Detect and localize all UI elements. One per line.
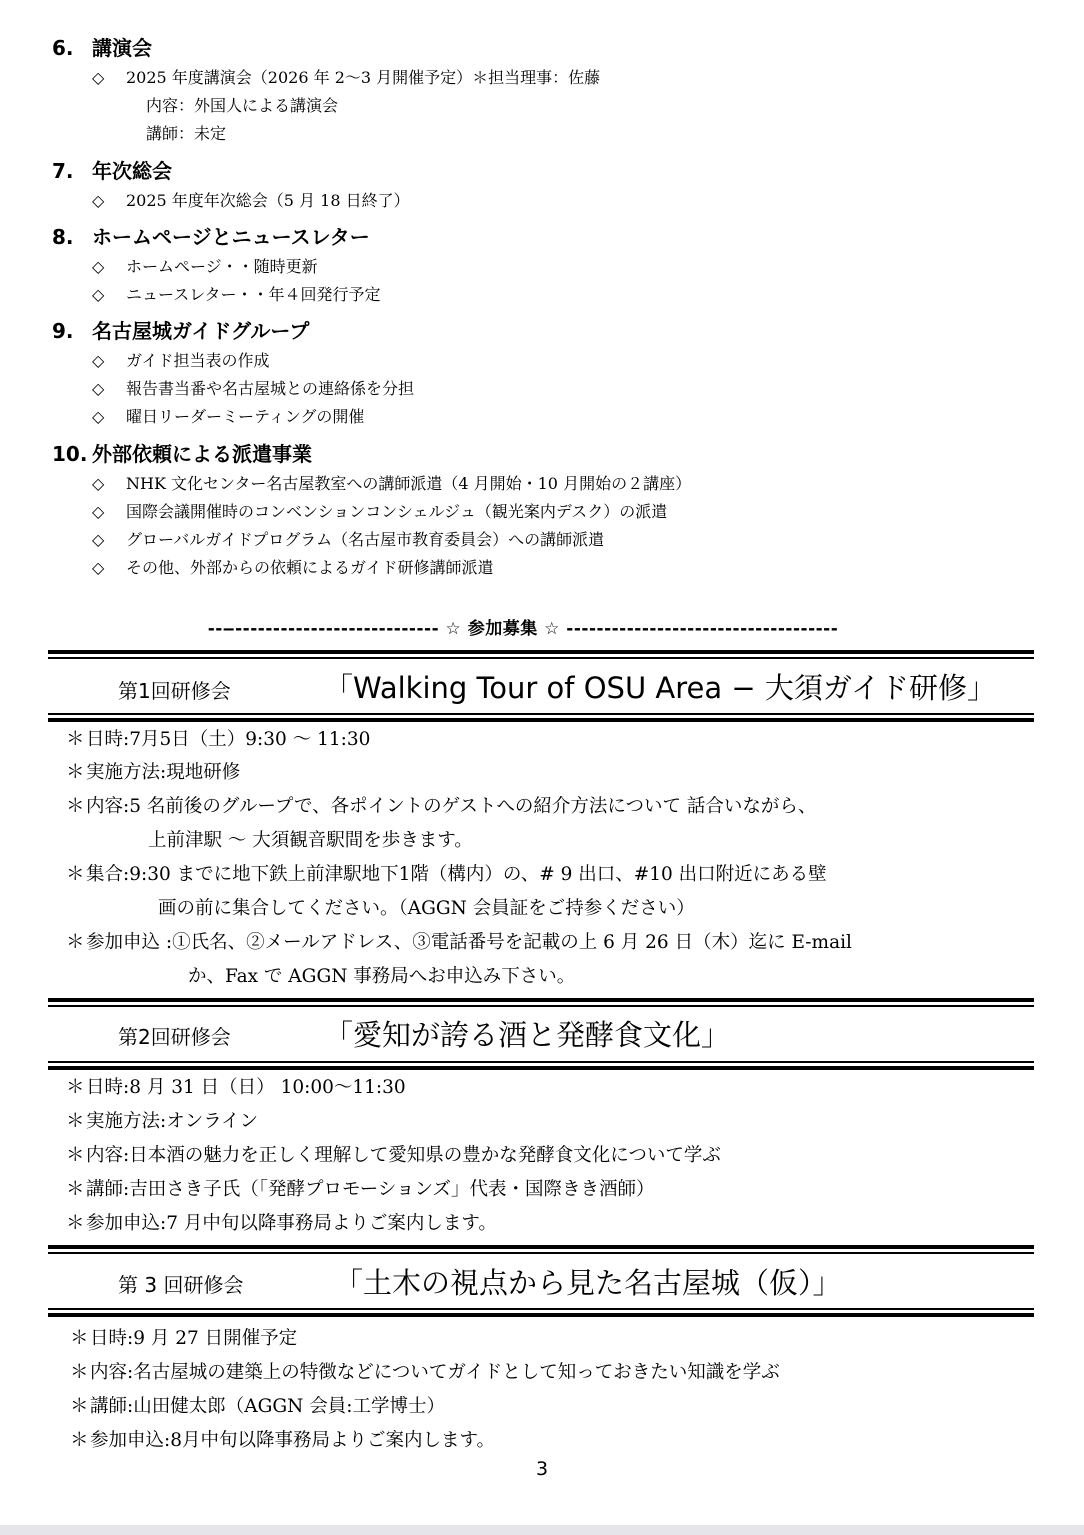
asterisk-icon: ＊ [66,1077,85,1098]
asterisk-icon: ＊ [66,932,85,953]
asterisk-icon: ＊ [66,796,85,817]
diamond-icon: ◇ [92,379,105,398]
diamond-icon: ◇ [92,474,105,493]
section-heading-10 [52,441,312,467]
asterisk-icon: ＊ [66,1213,85,1234]
asterisk-icon: ＊ [70,1328,89,1349]
list-item: ◇ 2025 年度年次総会（5 月 18 日終了） [92,191,410,210]
asterisk-icon: ＊ [70,1396,89,1417]
diamond-icon: ◇ [92,558,105,577]
viewer-bottom-bar [0,1525,1084,1535]
diamond-icon: ◇ [92,191,105,210]
seminar-item-continued: か、Fax で AGGN 事務局へお申込み下さい。 [188,966,576,987]
section-title: 年次総会 [92,159,172,183]
section-title: 外部依頼による派遣事業 [92,442,312,466]
asterisk-icon: ＊ [70,1430,89,1451]
seminar-item: ＊実施方法:現地研修 [66,760,240,786]
list-item: ◇ 2025 年度講演会（2026 年 2～3 月開催予定）＊担当理事：佐藤 [92,68,601,87]
seminar-item: ＊集合:9:30 までに地下鉄上前津駅地下1階（構内）の、# 9 出口、#10 出口附近にある壁 [66,862,827,888]
page-number: 3 [535,1458,549,1480]
seminar-item: ＊日時:8 月 31 日（日） 10:00～11:30 [66,1075,406,1101]
seminar-header-3 [48,1245,1034,1317]
list-item-detail: 内容：外国人による講演会 [146,96,339,115]
diamond-icon: ◇ [92,285,105,304]
section-heading-9 [52,318,309,344]
seminar-item: ＊参加申込:8月中旬以降事務局よりご案内します。 [70,1428,495,1454]
seminar-item: ＊内容:名古屋城の建築上の特徴などについてガイドとして知っておきたい知識を学ぶ [70,1360,780,1386]
asterisk-icon: ＊ [66,1111,85,1132]
list-item: ◇ ホームページ・・随時更新 [92,257,318,276]
seminar-item: ＊講師:山田健太郎（AGGN 会員:工学博士） [70,1394,445,1420]
seminar-item: ＊実施方法:オンライン [66,1109,258,1135]
section-number: 10. [52,442,88,466]
section-number: 8. [52,225,74,249]
section-number: 6. [52,36,74,60]
seminar-item: ＊日時:9 月 27 日開催予定 [70,1326,297,1352]
recruitment-divider: --‒--------------------------- ☆ 参加募集 ☆ ------------------------------------ [207,619,839,639]
asterisk-icon: ＊ [66,864,85,885]
section-title: 名古屋城ガイドグループ [92,319,310,343]
diamond-icon: ◇ [92,407,105,426]
asterisk-icon: ＊ [66,1179,85,1200]
seminar-label: 第2回研修会 [118,1025,231,1049]
diamond-icon: ◇ [92,68,105,87]
seminar-title: 「土木の視点から見た名古屋城（仮）」 [334,1266,842,1300]
seminar-item: ＊日時:7月5日（土）9:30 ～ 11:30 [66,727,370,753]
diamond-icon: ◇ [92,351,105,370]
list-item: ◇ グローバルガイドプログラム（名古屋市教育委員会）への講師派遣 [92,530,605,549]
list-item: ◇ 曜日リーダーミーティングの開催 [92,407,365,426]
asterisk-icon: ＊ [70,1362,89,1383]
diamond-icon: ◇ [92,257,105,276]
seminar-label: 第1回研修会 [118,679,231,703]
list-item: ◇ 国際会議開催時のコンベンションコンシェルジュ（観光案内デスク）の派遣 [92,502,668,521]
seminar-header-1 [48,650,1034,722]
section-number: 9. [52,319,74,343]
seminar-header-2 [48,998,1034,1070]
list-item: ◇ その他、外部からの依頼によるガイド研修講師派遣 [92,558,494,577]
seminar-item: ＊内容:5 名前後のグループで、各ポイントのゲストへの紹介方法について 話合いながら、 [66,794,816,820]
seminar-title: 「Walking Tour of OSU Area − 大須ガイド研修」 [324,671,997,705]
list-item: ◇ ニュースレター・・年４回発行予定 [92,285,381,304]
diamond-icon: ◇ [92,502,105,521]
section-heading-8 [52,224,370,250]
asterisk-icon: ＊ [66,729,85,750]
seminar-item-continued: 画の前に集合してください。（AGGN 会員証をご持参ください） [158,898,695,919]
section-heading-7 [52,158,172,184]
asterisk-icon: ＊ [66,1145,85,1166]
list-item: ◇ NHK 文化センター名古屋教室への講師派遣（4 月開始・10 月開始の２講座） [92,474,692,493]
seminar-item: ＊講師:吉田さき子氏（「発酵プロモーションズ」代表・国際きき酒師） [66,1177,654,1203]
section-title: 講演会 [92,36,152,60]
list-item-detail: 講師：未定 [146,124,227,143]
list-item: ◇ 報告書当番や名古屋城との連絡係を分担 [92,379,415,398]
seminar-label: 第 3 回研修会 [118,1273,244,1297]
section-heading-6 [52,35,152,61]
seminar-item-continued: 上前津駅 ～ 大須観音駅間を歩きます。 [148,830,473,851]
asterisk-icon: ＊ [66,762,85,783]
seminar-item: ＊参加申込:7 月中旬以降事務局よりご案内します。 [66,1211,497,1237]
list-item: ◇ ガイド担当表の作成 [92,351,270,370]
seminar-item: ＊内容:日本酒の魅力を正しく理解して愛知県の豊かな発酵食文化について学ぶ [66,1143,721,1169]
section-number: 7. [52,159,74,183]
seminar-item: ＊参加申込 :①氏名、②メールアドレス、③電話番号を記載の上 6 月 26 日（木）迄に E-mail [66,930,852,956]
diamond-icon: ◇ [92,530,105,549]
seminar-title: 「愛知が誇る酒と発酵食文化」 [324,1018,731,1052]
section-title: ホームページとニュースレター [92,225,370,249]
